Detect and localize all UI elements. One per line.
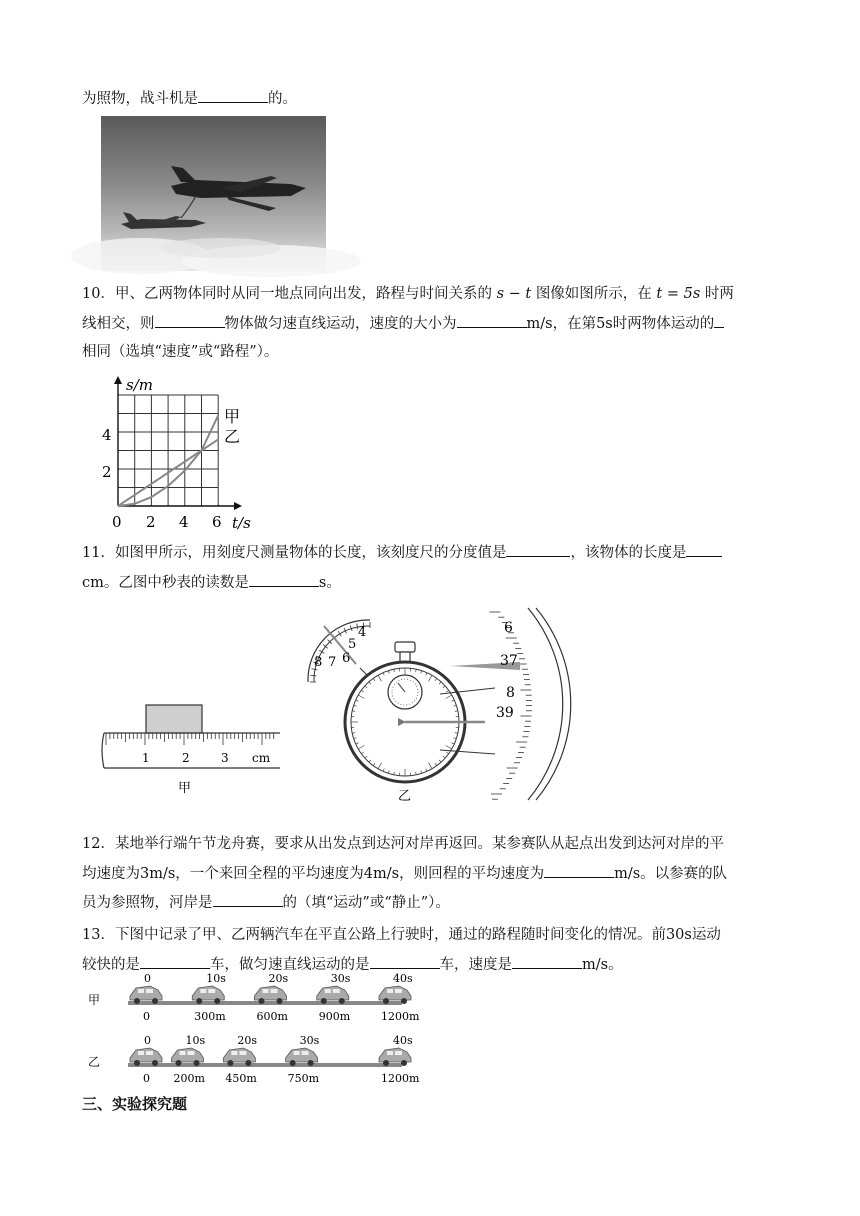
y-axis-label: s/m [126,376,153,394]
x-axis-label: t/s [232,514,251,532]
q10-line3 [82,342,278,362]
min-tick [319,650,324,653]
q12-text: m/s。以参赛的队 [614,866,728,882]
q12-line3 [82,892,450,913]
distance-label: 900m [318,1010,351,1023]
stopwatch-figure [300,604,560,804]
q13-blank-faster[interactable] [140,954,210,969]
min-label-4: 4 [358,625,367,640]
time-label: 0 [144,1034,151,1047]
jia-dists [143,1010,420,1023]
min-tick [310,675,316,676]
time-label: 40s [393,1034,413,1047]
ruler-caption: 甲 [178,781,192,796]
q13-text: 13．下图中记录了甲、乙两辆汽车在平直公路上行驶时，通过的路程随时间变化的情况。前30s运动 [82,927,721,943]
x-tick-2: 2 [146,513,156,531]
x-tick-0: 0 [112,513,122,531]
q10-text: 图像如图所示，在 [535,286,652,302]
time-label: 10s [206,972,226,985]
q10-text: 物体做匀速直线运动，速度的大小为 [224,316,457,332]
q11-line1 [82,542,722,563]
min-label-8: 8 [314,655,323,670]
q11-line2 [82,572,341,593]
time-label: 0 [144,972,151,985]
jia-row-label: 甲 [88,993,101,1007]
q12-text: 的（填“运动”或“静止”）。 [282,895,450,911]
q13-text: 较快的是 [82,957,140,973]
q12-blank-state[interactable] [213,892,283,907]
stopwatch-caption: 乙 [398,789,412,804]
y-tick-2: 2 [102,463,112,481]
distance-label: 600m [256,1010,288,1023]
ruler-unit: cm [252,751,271,765]
q10-text: 10．甲、乙两物体同时从同一地点同向出发，路程与时间关系的 [82,286,492,302]
q10-line2 [82,313,724,334]
q11-blank-length[interactable] [686,542,722,557]
q10-st-symbol: s − t [496,286,532,302]
q12-line1 [82,834,724,854]
time-label: 20s [268,972,289,985]
sec-label-6: 6 [504,620,513,636]
q11-text: cm。乙图中秒表的读数是 [82,575,249,591]
q12-text: 12．某地举行端午节龙舟赛，要求从出发点到达河对岸再返回。某参赛队从起点出发到达河对岸的平 [82,836,724,852]
q13-text: 车，速度是 [439,957,512,973]
q10-text: 时两 [704,286,734,302]
min-label-6: 6 [342,651,351,666]
aircraft-refuel-photo [101,116,326,271]
st-graph [98,376,258,536]
yi-road [128,1063,402,1067]
section-3-title: 三、实验探究题 [82,1095,188,1113]
q10-blank-speed[interactable] [457,313,527,328]
q12-line2 [82,863,727,884]
q12-text: 均速度为3m/s，一个来回全程的平均速度为4m/s，则回程的平均速度为 [82,866,545,882]
q10-blank-object[interactable] [155,313,225,328]
q13-line2 [82,954,623,975]
time-label: 10s [185,1034,206,1047]
time-label: 30s [299,1034,320,1047]
ruler-ticks [106,733,274,745]
q10-blank-same[interactable] [714,313,724,328]
distance-label: 0 [143,1072,150,1085]
min-label-5: 5 [348,637,357,652]
q13-line1 [82,925,721,945]
cars-figure [86,972,420,1092]
q9-blank[interactable] [198,88,268,103]
q12-text: 员为参照物，河岸是 [82,895,213,911]
series-yi-label: 乙 [224,427,241,446]
min-tick [338,631,341,636]
distance-label: 0 [143,1010,150,1023]
q13-text: 车，做匀速直线运动的是 [210,957,370,973]
ruler-label-1: 1 [142,751,150,765]
y-tick-4: 4 [102,426,112,444]
q10-text: 相同（选填“速度”或“路程”）。 [82,344,279,360]
q10-text: m/s，在第5s时两物体运动的 [526,316,715,332]
min-label-7: 7 [328,655,337,670]
q11-blank-stopwatch[interactable] [249,572,319,587]
sec-label-8: 8 [506,685,515,701]
q13-blank-speed[interactable] [512,954,582,969]
q9-tail-line [82,88,297,109]
q10-text: 线相交，则 [82,316,155,332]
q12-blank-speed[interactable] [544,863,614,878]
q10-line1 [82,284,734,304]
distance-label: 1200m [381,1072,420,1085]
time-label: 40s [393,972,413,985]
x-tick-6: 6 [212,513,222,531]
yi-times [144,1034,413,1047]
yi-row-label: 乙 [88,1055,101,1069]
x-axis-arrow [234,502,242,510]
yi-dists [143,1072,420,1085]
q11-text: 11．如图甲所示，用刻度尺测量物体的长度，该刻度尺的分度值是 [82,545,507,561]
measured-block [146,705,202,733]
q11-text: ，该物体的长度是 [570,545,687,561]
x-tick-4: 4 [179,513,189,531]
distance-label: 300m [194,1010,226,1023]
distance-label: 750m [287,1072,320,1085]
ruler-label-2: 2 [182,751,190,765]
q9-text: 为照物，战斗机是 [82,91,198,107]
ruler-label-3: 3 [221,751,229,765]
distance-label: 200m [173,1072,205,1085]
distance-label: 450m [225,1072,257,1085]
time-label: 20s [237,1034,258,1047]
q11-blank-division[interactable] [506,542,570,557]
q10-t5-symbol: t = 5s [656,286,701,302]
q9-text-end: 的。 [268,91,297,107]
ruler-figure [100,700,290,800]
q11-text: s。 [318,575,341,591]
sec-label-37: 37 [500,653,518,669]
sec-label-39: 39 [496,705,514,721]
q13-text: m/s。 [582,957,623,973]
stopwatch-crown[interactable] [395,642,415,652]
time-label: 30s [330,972,351,985]
series-jia-label: 甲 [224,407,241,426]
y-axis-arrow [114,376,122,384]
q13-blank-uniform[interactable] [370,954,440,969]
jia-road [128,1001,402,1005]
distance-label: 1200m [381,1010,420,1023]
